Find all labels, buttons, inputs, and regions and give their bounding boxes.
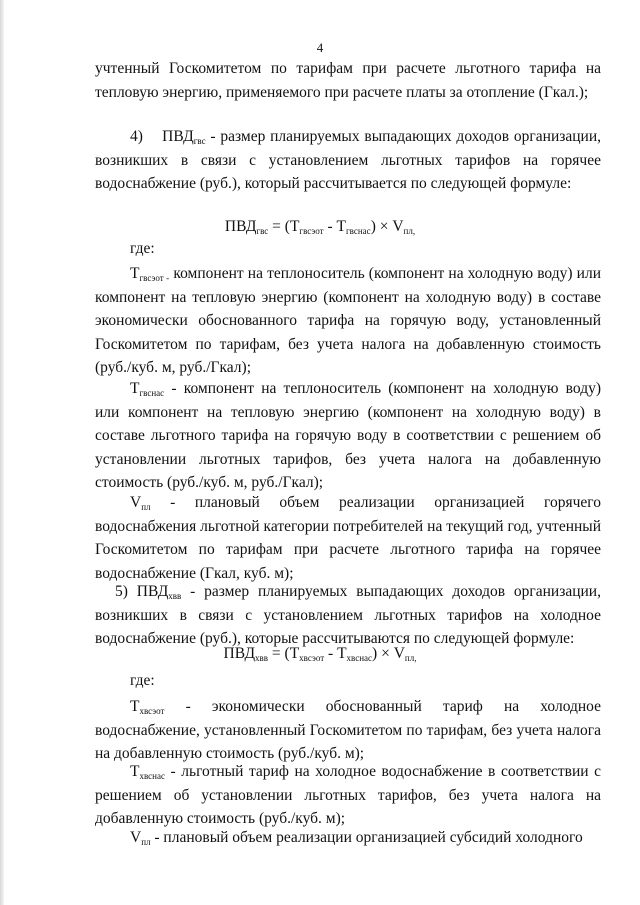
paragraph-text: - плановый объем реализации организацией субсидий холодного [150,829,583,846]
paragraph-item-4 [95,125,601,196]
formula-v-sub: пл, [403,226,416,236]
formula-minus: - T [323,218,346,235]
formula-lhs: ПВД [223,645,256,662]
paragraph-text: учтенный Госкомитетом по тарифам при расчете льготного тарифа на тепловую энергию, применяемого при расчете платы за отопление (Гкал.); [95,60,601,101]
paragraph-t-hvseot [95,695,601,766]
term-t: T [130,698,140,715]
where-label: где: [130,672,155,689]
page-number: 4 [316,40,324,55]
formula-t2-sub: хвснас [346,653,373,663]
formula-tail: ) × V [372,645,405,662]
term-pvd: ПВД [162,128,194,145]
formula-t2-sub: гвснас [345,226,371,236]
formula-minus: - T [324,645,347,662]
item-number: 4) [130,128,143,145]
term-v: V [130,494,142,511]
scan-edge [0,0,4,905]
paragraph-text: компонент на теплоноситель (компонент на холодную воду) или компонент на тепловую энергию (компонент на холодную воду) в составе экономически обоснованного тарифа на горячую воду, установленный Госкомитетом по тарифам, без учета налога на добавленную стоимость (руб./куб. м, руб./Гкал); [95,265,601,376]
formula-t1-sub: хвсэот [299,653,325,663]
paragraph-t-hvsnas [95,760,601,831]
formula-lhs-sub: гвс [256,226,269,236]
formula-tail: ) × V [370,218,404,235]
formula-eq: = (T [268,645,300,662]
paragraph-v-pl-cold [95,826,601,850]
formula-t1-sub: гвсэот [299,226,324,236]
term-subscript: гвсэот - [139,273,170,283]
term-subscript: гвснас [139,388,165,398]
term-subscript: гвс [193,136,206,146]
where-label: где: [130,240,155,257]
term-subscript: пл [141,502,151,512]
paragraph-item-5 [95,580,601,651]
term-t: T [130,265,140,282]
term-subscript: пл [141,837,151,847]
formula-cold-water [0,643,640,665]
formula-eq: = (T [268,218,300,235]
paragraph-text: - размер планируемых выпадающих доходов организации, возникших в связи с установлением льготных тарифов на горячее водоснабжение (руб.), который рассчитывается по следующей формуле: [95,128,602,192]
paragraph-text: - плановый объем реализации организацией горячего водоснабжения льготной категории потребителей на текущий год, учтенный Госкомитетом по тарифам при расчете льготного тарифа на горячее водоснабжение (Гкал, куб. м); [95,494,601,582]
term-v: V [130,829,142,846]
term-subscript: хвсэот [139,706,165,716]
formula-lhs: ПВД [224,218,257,235]
paragraph-v-pl [95,491,601,585]
formula-v-sub: пл, [404,653,417,663]
paragraph-text: - льготный тариф на холодное водоснабжение в соответствии с решением об установлении льготных тарифов, без учета налога на добавленную стоимость (руб./куб. м); [95,763,601,827]
formula-lhs-sub: хвв [255,653,269,663]
paragraph-text: - экономически обоснованный тариф на холодное водоснабжение, установленный Госкомитетом по тарифам, без учета налога на добавленную стоимость (руб./куб. м); [95,698,601,762]
paragraph-continuation [95,57,601,104]
paragraph-t-gvsnas [95,377,601,495]
item-number: 5) ПВД [115,583,169,600]
term-t: T [130,380,140,397]
formula-hot-water [0,216,640,238]
term-subscript: хвснас [139,771,165,781]
term-t: T [130,763,140,780]
paragraph-text: - размер планируемых выпадающих доходов организации, возникших в связи с установлением льготных тарифов на холодное водоснабжение (руб.), которые рассчитываются по следующей формуле: [95,583,601,647]
paragraph-t-gvseot [95,262,601,380]
paragraph-text: - компонент на теплоноситель (компонент на холодную воду) или компонент на тепловую энергию (компонент на холодную воду) в составе льготного тарифа на горячую воду в соответствии с решением об установлении льготных тарифов, без учета налога на добавленную стоимость (руб./куб. м, руб./Гкал); [95,380,601,491]
term-subscript: хвв [168,591,182,601]
